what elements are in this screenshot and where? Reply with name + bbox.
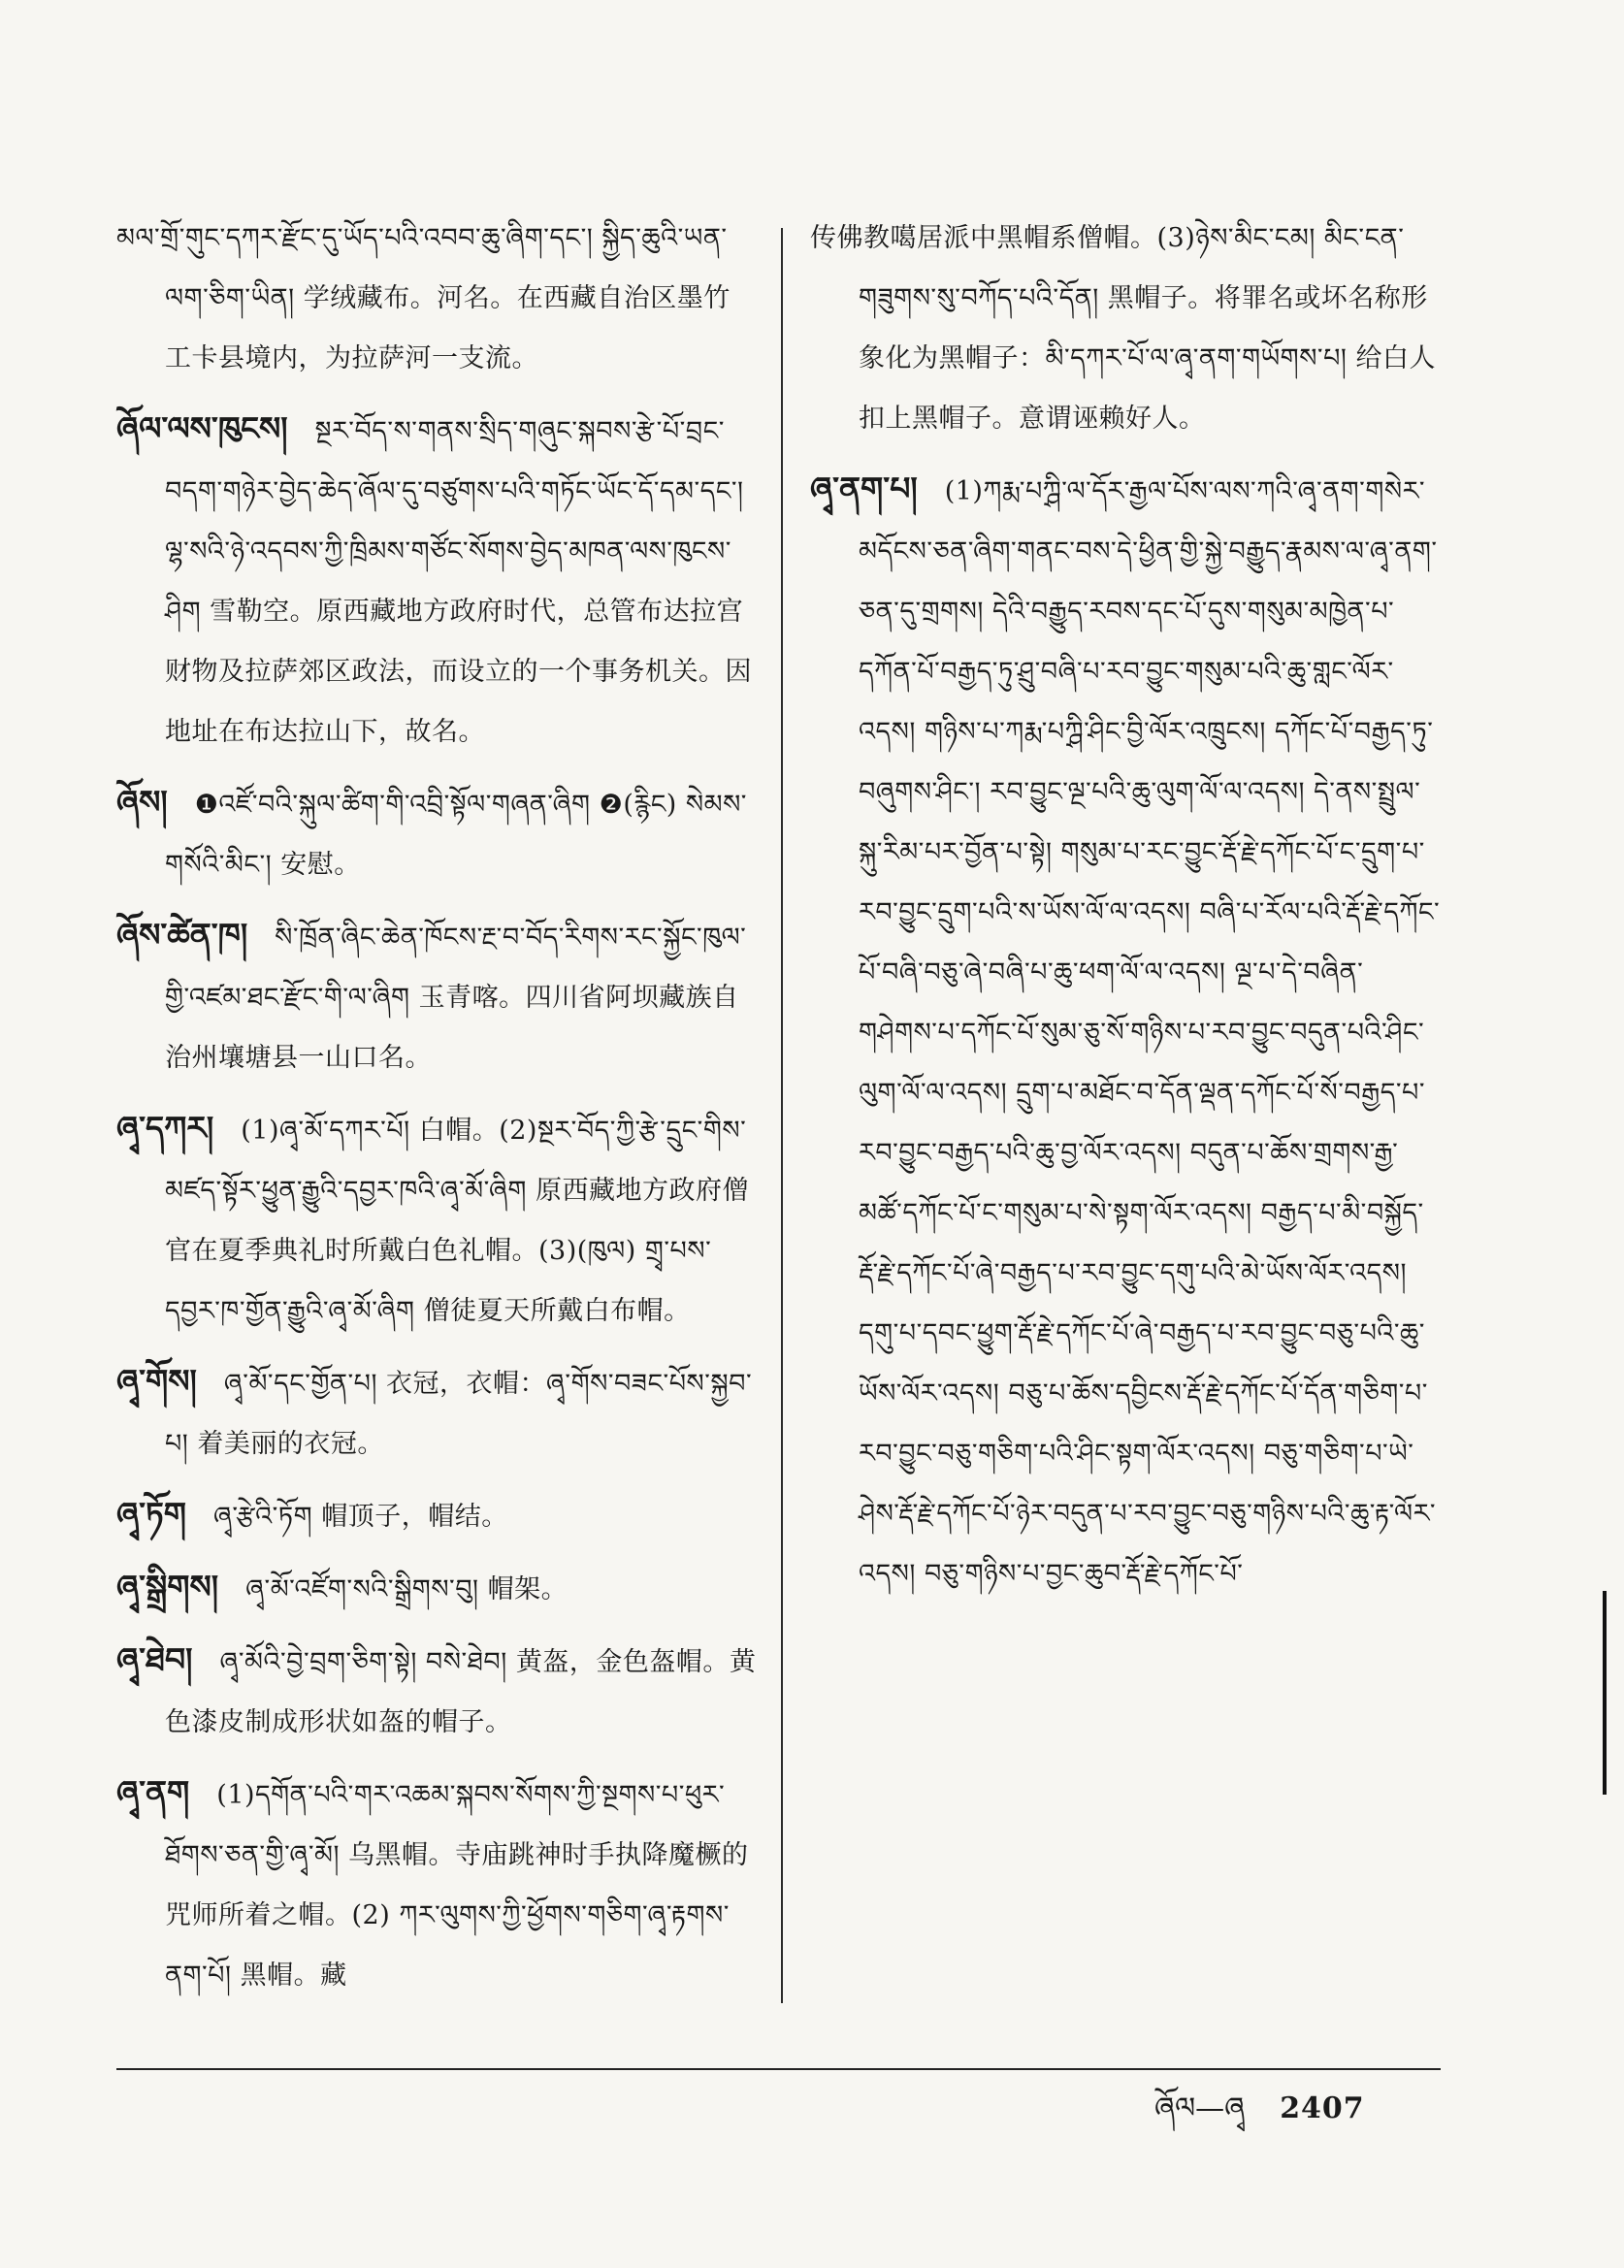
entry-text: 传佛教噶居派中黑帽系僧帽。(3)ཉེས་མིང་ངམ། མིང་ངན་གཟུགས་སུ་བཀོད་པའི་དོན། 黑帽子。将罪名或坏名称形象化为黑帽子：མི་དཀར་པོ་ལ་ཞྭ་ནག་གཡོགས་པ། 给白人扣上黑帽子。意谓诬赖好人。 bbox=[810, 223, 1436, 434]
entry-continuation bbox=[116, 209, 757, 389]
headword: ཞྭ་ནག bbox=[116, 1773, 190, 1811]
headword: ཞོས། bbox=[116, 783, 168, 821]
headword: ཞྭ་ནག་པ། bbox=[810, 470, 918, 507]
dictionary-entry bbox=[116, 1098, 757, 1342]
entry-text: སྔར་བོད་ས་གནས་སྲིད་གཞུང་སྐབས་རྩེ་པོ་བྲང་བདག་གཉེར་བྱེད་ཆེད་ཞོལ་དུ་བཙུགས་པའི་གཏོང་ཡོང་དོ་དམ་དང་། ལྷ་སའི་ཉེ་འདབས་ཀྱི་ཁྲིམས་གཙོང་སོགས་བྱེད་མཁན་ལས་ཁུངས་ཤིག 雪勒空。原西藏地方政府时代，总管布达拉宫财物及拉萨郊区政法，而设立的一个事务机关。因地址在布达拉山下，故名。 bbox=[165, 416, 752, 747]
dictionary-entry bbox=[116, 772, 757, 895]
entry-text: སི་ཁྲོན་ཞིང་ཆེན་ཁོངས་རྔ་བ་བོད་རིགས་རང་སྐྱོང་ཁུལ་གྱི་འཛམ་ཐང་རྫོང་གི་ལ་ཞིག 玉青喀。四川省阿坝藏族自治州壤塘县一山口名。 bbox=[165, 923, 747, 1073]
left-column bbox=[116, 209, 757, 2016]
entry-text: ཞྭ་མོ་དང་གྱོན་པ། 衣冠，衣帽：ཞྭ་གོས་བཟང་པོས་སྐྱབ་པ། 着美丽的衣冠。 bbox=[165, 1369, 753, 1459]
footer-rule bbox=[116, 2068, 1441, 2070]
entry-text: ཞྭ་མོ་འཛོག་སའི་སྒྲིགས་བུ། 帽架。 bbox=[245, 1574, 568, 1604]
entry-continuation bbox=[810, 209, 1441, 449]
entry-text: (1)ཞྭ་མོ་དཀར་པོ། 白帽。(2)སྔར་བོད་ཀྱི་རྩེ་དྲུང་གིས་མཛད་སྟོར་ཕྱུན་རྒྱུའི་དབྱར་ཁའི་ཞྭ་མོ་ཞིག 原西藏地方政府僧官在夏季典礼时所戴白色礼帽。(3)(ཁུལ) གྲྭ་པས་དབྱར་ཁ་གྱོན་རྒྱུའི་ཞྭ་མོ་ཞིག 僧徒夏天所戴白布帽。 bbox=[165, 1116, 749, 1326]
dictionary-entry bbox=[116, 1630, 757, 1753]
dictionary-entry bbox=[116, 399, 757, 762]
column-divider bbox=[781, 228, 783, 2003]
page-number: 2407 bbox=[1280, 2091, 1365, 2125]
headword: ཞོལ་ལས་ཁུངས། bbox=[116, 409, 288, 447]
dictionary-entry bbox=[116, 905, 757, 1088]
scan-edge-mark bbox=[1603, 1591, 1607, 1795]
entry-text: ཞྭ་མོའི་བྱེ་བྲག་ཅིག་སྟེ། བསེ་ཐེབ། 黄盔，金色盔帽。黄色漆皮制成形状如盔的帽子。 bbox=[165, 1647, 757, 1737]
entry-text: ❶འཛོ་བའི་སྐུལ་ཚིག་གི་འབྲི་སྟོལ་གཞན་ཞིག ❷(རྙིང) སེམས་གསོའི་མིང་། 安慰。 bbox=[165, 790, 747, 880]
headword: ཞོས་ཚེན་ཁ། bbox=[116, 916, 248, 954]
headword: ཞྭ་ཐེབ། bbox=[116, 1640, 193, 1678]
headword: ཞྭ་གོས། bbox=[116, 1362, 197, 1400]
headword: ཞྭ་དཀར། bbox=[116, 1109, 214, 1147]
entry-text: (1)ཀརྨ་པཀྴི་ལ་དོར་རྒྱལ་པོས་ལས་ཀའི་ཞྭ་ནག་གསེར་མདོངས་ཅན་ཞིག་གནང་བས་དེ་ཕྱིན་གྱི་སྐྱེ་བརྒྱུད་རྣམས་ལ་ཞྭ་ནག་ཅན་དུ་གྲགས། དེའི་བརྒྱུད་རབས་དང་པོ་དུས་གསུམ་མཁྱེན་པ་དཀོན་པོ་བརྒྱད་ཏུ་ཤྲུ་བཞི་པ་རབ་བྱུང་གསུམ་པའི་ཆུ་གླང་ལོར་འདས། གཉིས་པ་ཀརྨ་པཀྴི་ཤིང་བྱི་ལོར་འཁྲུངས། དཀོང་པོ་བརྒྱད་ཏུ་བཞུགས་ཤིང་། རབ་བྱུང་ལྔ་པའི་ཆུ་ལུག་ལོ་ལ་འདས། དེ་ནས་སྤྲུལ་སྐུ་རིམ་པར་བྱོན་པ་སྟེ། གསུམ་པ་རང་བྱུང་རྡོ་རྗེ་དཀོང་པོ་ང་དྲུག་པ་རབ་བྱུང་དྲུག་པའི་ས་ཡོས་ལོ་ལ་འདས། བཞི་པ་རོལ་པའི་རྡོ་རྗེ་དཀོང་པོ་བཞི་བཅུ་ཞེ་བཞི་པ་ཆུ་ཕག་ལོ་ལ་འདས། ལྔ་པ་དེ་བཞིན་གཤེགས་པ་དཀོང་པོ་སུམ་ཅུ་སོ་གཉིས་པ་རབ་བྱུང་བདུན་པའི་ཤིང་ལུག་ལོ་ལ་འདས། དྲུག་པ་མཐོང་བ་དོན་ལྡན་དཀོང་པོ་སོ་བརྒྱད་པ་རབ་བྱུང་བརྒྱད་པའི་ཆུ་བྱ་ལོར་འདས། བདུན་པ་ཆོས་གྲགས་རྒྱ་མཚོ་དཀོང་པོ་ང་གསུམ་པ་སེ་སྟག་ལོར་འདས། བརྒྱད་པ་མི་བསྐྱོད་རྡོ་རྗེ་དཀོང་པོ་ཞེ་བརྒྱད་པ་རབ་བྱུང་དགུ་པའི་མེ་ཡོས་ལོར་འདས། དགུ་པ་དབང་ཕྱུག་རྡོ་རྗེ་དཀོང་པོ་ཞེ་བརྒྱད་པ་རབ་བྱུང་བཅུ་པའི་ཆུ་ཡོས་ལོར་འདས། བཅུ་པ་ཆོས་དབྱིངས་རྡོ་རྗེ་དཀོང་པོ་དོན་གཅིག་པ་རབ་བྱུང་བཅུ་གཅིག་པའི་ཤིང་སྟག་ལོར་འདས། བཅུ་གཅིག་པ་ཡེ་ཤེས་རྡོ་རྗེ་དཀོང་པོ་ཉེར་བདུན་པ་རབ་བྱུང་བཅུ་གཉིས་པའི་ཆུ་རྟ་ལོར་འདས། བཅུ་གཉིས་པ་བྱང་ཆུབ་རྡོ་རྗེ་དཀོང་པོ་ bbox=[859, 476, 1441, 1589]
dictionary-entry bbox=[116, 1763, 757, 2006]
right-column bbox=[810, 209, 1441, 1614]
headword: ཞྭ་ཏོག bbox=[116, 1495, 187, 1533]
section-range: ཞོལ—ཞྭ bbox=[1154, 2091, 1246, 2125]
entry-text: མལ་གྲོ་གུང་དཀར་རྫོང་དུ་ཡོད་པའི་འབབ་ཆུ་ཞིག་དང་། སྐྱིད་ཆུའི་ཡན་ལག་ཅིག་ཡིན། 学绒藏布。河名。在西藏自治区墨竹工卡县境内，为拉萨河一支流。 bbox=[116, 223, 731, 373]
dictionary-entry bbox=[810, 459, 1441, 1604]
headword: ཞྭ་སྒྲིགས། bbox=[116, 1568, 219, 1605]
entry-text: ཞྭ་རྩེའི་ཏོག 帽顶子，帽结。 bbox=[213, 1502, 508, 1532]
entry-text: (1)དགོན་པའི་གར་འཆམ་སྐབས་སོགས་ཀྱི་སྔགས་པ་ཕུར་ཐོགས་ཅན་གྱི་ཞྭ་མོ། 乌黑帽。寺庙跳神时手执降魔橛的咒师所着之帽。(2) ཀར་ལུགས་ཀྱི་ཕྱོགས་གཅིག་ཞྭ་རྟགས་ནག་པོ། 黑帽。藏 bbox=[165, 1780, 749, 1991]
dictionary-entry bbox=[116, 1484, 757, 1547]
dictionary-entry bbox=[116, 1557, 757, 1620]
dictionary-entry bbox=[116, 1351, 757, 1474]
page-footer bbox=[1154, 2076, 1365, 2157]
